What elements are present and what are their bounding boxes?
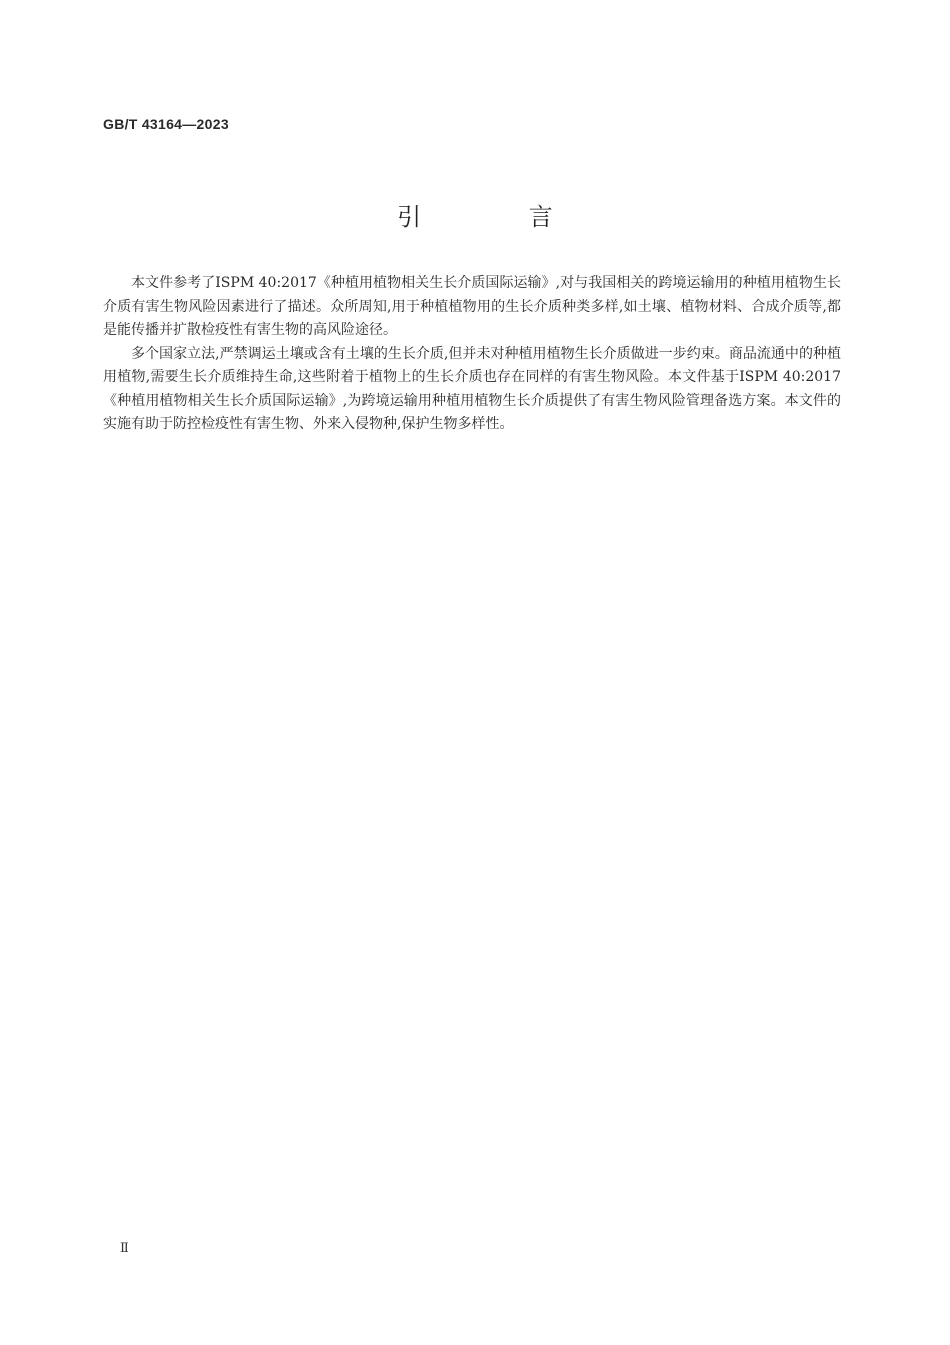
standard-code: GB/T 43164—2023: [103, 116, 229, 132]
page-number: Ⅱ: [120, 1241, 129, 1256]
body-text: [103, 272, 841, 437]
paragraph-1: 本文件参考了ISPM 40:2017《种植用植物相关生长介质国际运输》,对与我国相关的跨境运输用的种植用植物生长介质有害生物风险因素进行了描述。众所周知,用于种植植物用的生长介质种类多样,如土壤、植物材料、合成介质等,都是能传播并扩散检疫性有害生物的高风险途径。: [103, 275, 841, 338]
page-title: 引 言: [397, 203, 603, 231]
paragraph-2: 多个国家立法,严禁调运土壤或含有土壤的生长介质,但并未对种植用植物生长介质做进一步约束。商品流通中的种植用植物,需要生长介质维持生命,这些附着于植物上的生长介质也存在同样的有害生物风险。本文件基于ISPM 40:2017《种植用植物相关生长介质国际运输》,为跨境运输用种植用植物生长介质提供了有害生物风险管理备选方案。本文件的实施有助于防控检疫性有害生物、外来入侵物种,保护生物多样性。: [103, 345, 841, 432]
